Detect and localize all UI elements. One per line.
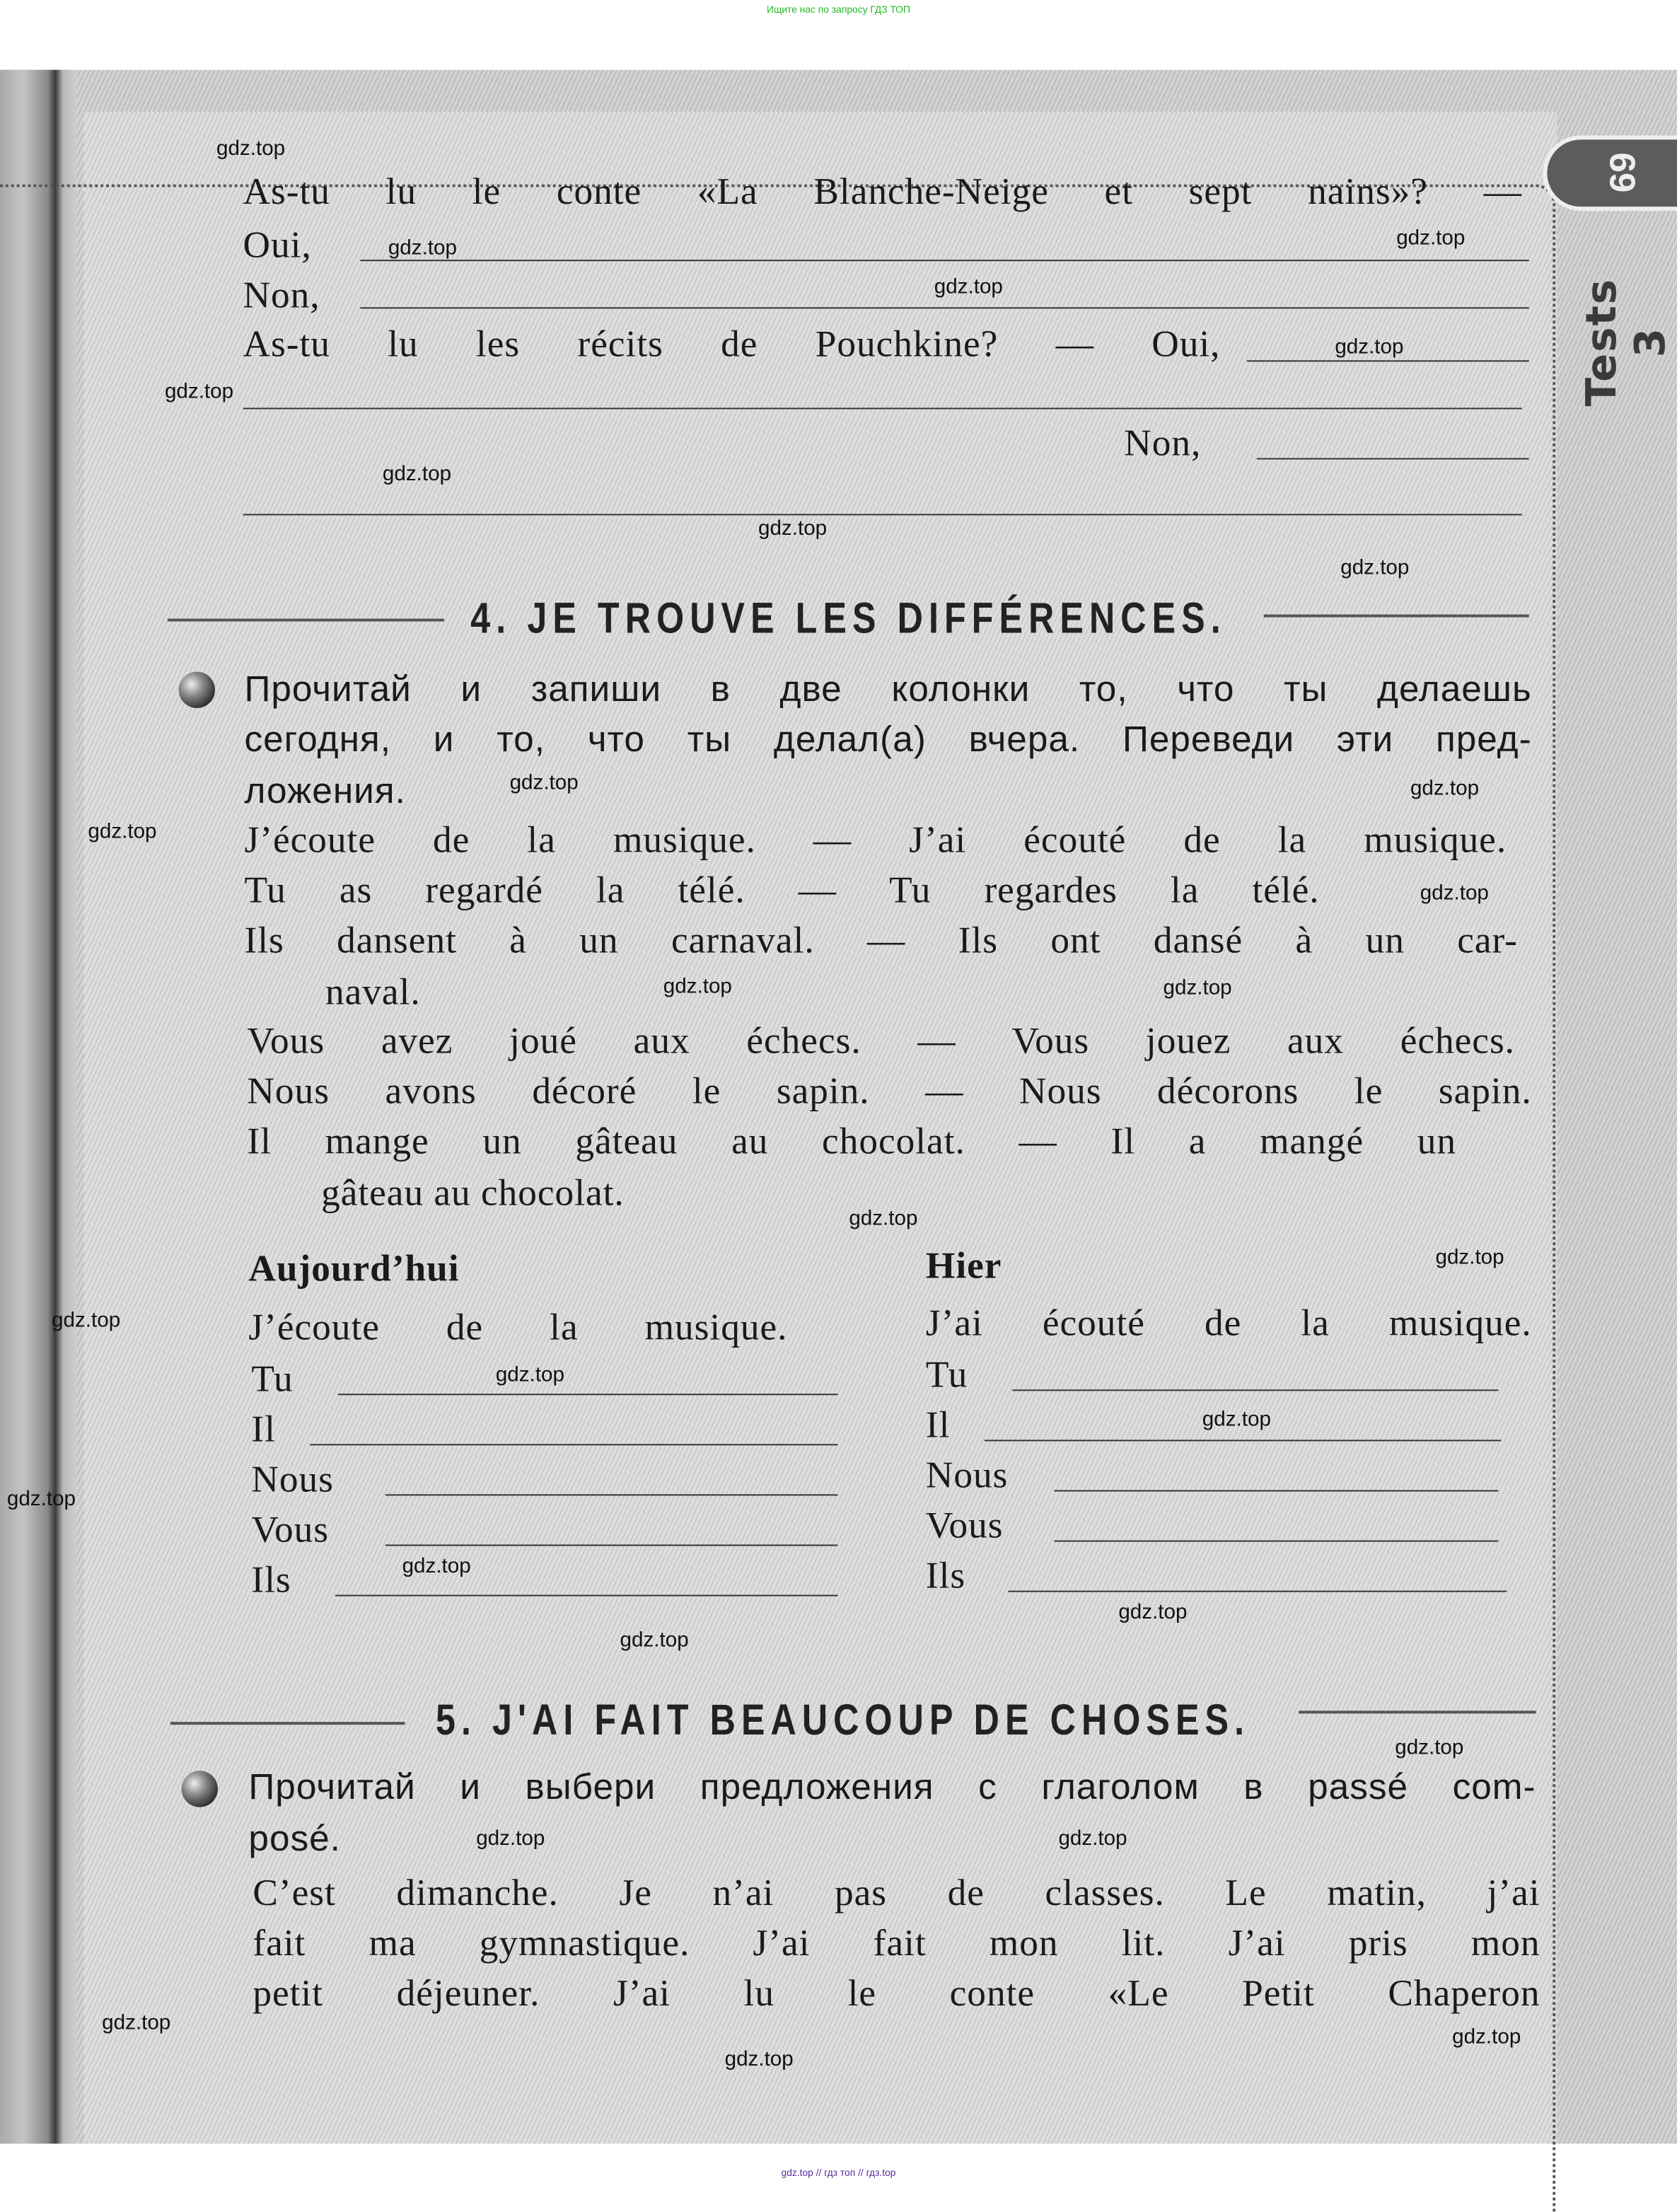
answer-line[interactable]	[1257, 458, 1529, 460]
answer-line[interactable]	[243, 514, 1522, 516]
bullet-icon	[182, 1771, 218, 1807]
instruction-line: posé.	[248, 1817, 341, 1859]
answer-line[interactable]	[1055, 1541, 1499, 1542]
answer-non-label: Non,	[243, 273, 320, 316]
answer-line[interactable]	[1008, 1591, 1507, 1592]
answer-line[interactable]	[985, 1440, 1501, 1441]
answer-line[interactable]	[360, 260, 1528, 261]
watermark: gdz.top	[1118, 1600, 1188, 1624]
instruction-line: Прочитай и выбери предложения с глаголом в passé com-	[248, 1765, 1536, 1807]
watermark: gdz.top	[1435, 1245, 1504, 1270]
question-1: As-tu lu le conte «La Blanche-Neige et sept nains»? —	[243, 170, 1522, 213]
answer-line[interactable]	[385, 1544, 838, 1546]
watermark: gdz.top	[495, 1362, 565, 1387]
watermark: gdz.top	[758, 516, 828, 541]
watermark: gdz.top	[620, 1628, 689, 1652]
pronoun-tu: Tu	[925, 1353, 968, 1396]
pronoun-vous: Vous	[925, 1504, 1004, 1546]
pronoun-ils: Ils	[925, 1554, 966, 1597]
sentence: Ils dansent à un carnaval. — Ils ont dansé à un car-	[244, 919, 1518, 961]
watermark: gdz.top	[382, 462, 452, 487]
pronoun-ils: Ils	[251, 1558, 291, 1601]
text-line: petit déjeuner. J’ai lu le conte «Le Petit Chaperon	[253, 1971, 1540, 2014]
heading-rule-left	[170, 1722, 405, 1725]
section-tab-label: Tests 3	[1577, 277, 1676, 407]
column-header-yesterday: Hier	[925, 1244, 1002, 1287]
answer-line[interactable]	[310, 1444, 837, 1445]
watermark: gdz.top	[1340, 555, 1410, 580]
watermark: gdz.top	[102, 2010, 171, 2035]
answer-non-label: Non,	[1124, 422, 1202, 464]
watermark: gdz.top	[216, 137, 286, 161]
pronoun-il: Il	[925, 1403, 951, 1446]
sentence: Nous avons décoré le sapin. — Nous décorons le sapin.	[247, 1070, 1532, 1112]
instruction-line: ложения.	[244, 769, 406, 812]
heading-rule-left	[168, 619, 444, 622]
watermark: gdz.top	[1420, 881, 1489, 905]
instruction-line: сегодня, и то, что ты делал(а) вчера. Переведи эти пред-	[244, 717, 1532, 760]
pronoun-vous: Vous	[251, 1508, 329, 1551]
text-line: fait ma gymnastique. J’ai fait mon lit. J’ai pris mon	[253, 1921, 1540, 1964]
answer-oui-label: Oui,	[243, 223, 312, 266]
watermark: gdz.top	[402, 1554, 471, 1578]
text-line: C’est dimanche. Je n’ai pas de classes. Le matin, j’ai	[253, 1871, 1540, 1913]
sentence: Il mange un gâteau au chocolat. — Il a mangé un	[247, 1120, 1457, 1162]
exercise-4-title: 4. JE TROUVE LES DIFFÉRENCES.	[470, 593, 1226, 643]
answer-line[interactable]	[338, 1394, 838, 1395]
sentence: naval.	[325, 971, 421, 1013]
watermark: gdz.top	[88, 819, 157, 844]
sentence: Vous avez joué aux échecs. — Vous jouez aux échecs.	[247, 1019, 1516, 1062]
answer-line[interactable]	[1247, 360, 1529, 361]
watermark: gdz.top	[1058, 1826, 1127, 1851]
watermark: gdz.top	[52, 1308, 121, 1333]
question-2: As-tu lu les récits de Pouchkine? — Oui,	[243, 323, 1221, 365]
watermark: gdz.top	[476, 1826, 545, 1851]
watermark: gdz.top	[1202, 1407, 1271, 1432]
sentence: Tu as regardé la télé. — Tu regardes la télé.	[244, 868, 1320, 911]
bottom-note: gdz.top // гдз топ // гдз.top	[781, 2168, 896, 2179]
bullet-icon	[179, 672, 215, 708]
exercise-5-title: 5. J'AI FAIT BEAUCOUP DE CHOSES.	[435, 1695, 1251, 1744]
answer-line[interactable]	[1055, 1490, 1499, 1491]
sentence: J’écoute de la musique. — J’ai écouté de la musique.	[244, 818, 1507, 861]
heading-rule-right	[1264, 615, 1529, 618]
pronoun-nous: Nous	[925, 1454, 1009, 1496]
watermark: gdz.top	[164, 379, 234, 404]
pronoun-nous: Nous	[251, 1458, 334, 1500]
answer-line[interactable]	[335, 1595, 838, 1597]
page-number: 69	[1601, 152, 1644, 193]
answer-line[interactable]	[360, 307, 1528, 308]
watermark: gdz.top	[1396, 226, 1466, 250]
instruction-line: Прочитай и запиши в две колонки то, что ты делаешь	[244, 667, 1532, 710]
pronoun-il: Il	[251, 1407, 276, 1450]
watermark: gdz.top	[1335, 335, 1404, 359]
heading-rule-right	[1299, 1710, 1536, 1713]
watermark: gdz.top	[934, 274, 1003, 299]
watermark: gdz.top	[1452, 2025, 1521, 2049]
page-number-tab	[1547, 139, 1677, 207]
watermark: gdz.top	[724, 2047, 794, 2071]
watermark: gdz.top	[388, 236, 457, 260]
top-note: Ищите нас по запросу ГДЗ ТОП	[767, 5, 910, 16]
watermark: gdz.top	[849, 1206, 918, 1231]
watermark: gdz.top	[6, 1487, 76, 1512]
watermark: gdz.top	[1410, 776, 1480, 801]
answer-line[interactable]	[243, 407, 1522, 409]
watermark: gdz.top	[1395, 1735, 1464, 1760]
watermark: gdz.top	[663, 974, 732, 999]
answer-line[interactable]	[1012, 1389, 1498, 1391]
watermark: gdz.top	[1163, 975, 1232, 1000]
answer-line[interactable]	[385, 1494, 838, 1495]
pronoun-tu: Tu	[251, 1357, 294, 1400]
column-header-today: Aujourd’hui	[248, 1246, 460, 1290]
watermark: gdz.top	[509, 770, 579, 795]
sentence: gâteau au chocolat.	[321, 1171, 625, 1214]
yesterday-example: J’ai écouté de la musique.	[925, 1301, 1532, 1344]
today-example: J’écoute de la musique.	[248, 1305, 788, 1348]
